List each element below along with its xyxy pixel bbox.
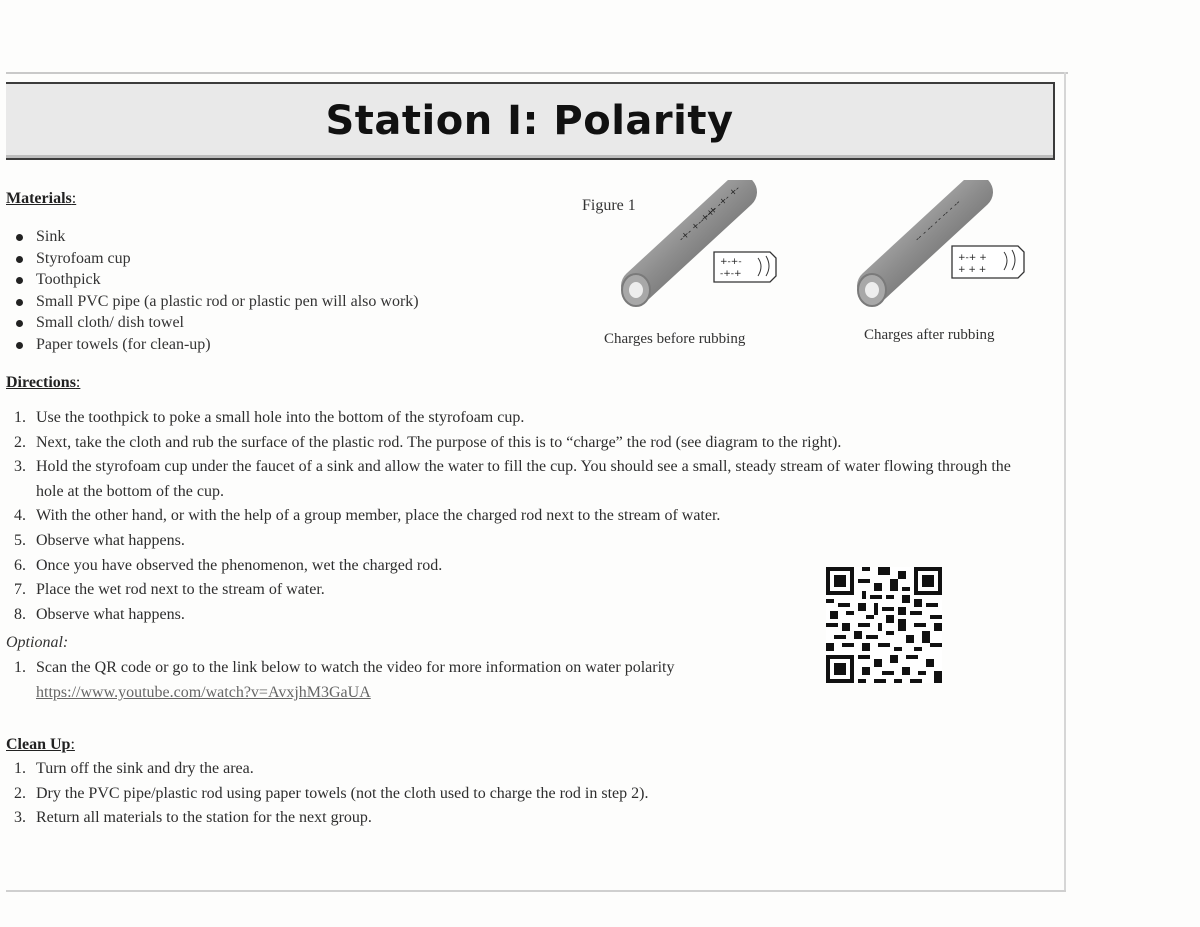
caption-before: Charges before rubbing	[604, 331, 746, 347]
rod-after-figure	[848, 180, 1038, 320]
list-item: Paper towels (for clean-up)	[14, 334, 419, 356]
svg-text:+ + +: + + +	[958, 265, 987, 275]
svg-text:+-+ -+- +-: +-+ -+- +-	[699, 184, 743, 225]
directions-heading: Directions:	[6, 374, 81, 391]
sheet-top-border	[6, 72, 1068, 74]
svg-text:- -- - --: - -- - --	[935, 198, 963, 225]
title-banner	[6, 82, 1055, 160]
sheet-right-border	[1064, 72, 1066, 892]
page-title: Station I: Polarity	[325, 98, 734, 144]
list-item: 4. With the other hand, or with the help of a group member, place the charged rod next to the stream of water.	[14, 507, 721, 525]
optional-list	[14, 656, 814, 681]
list-item: 3. Return all materials to the station for the next group.	[14, 809, 372, 827]
list-item: 2. Next, take the cloth and rub the surface of the plastic rod. The purpose of this is to “charge” the rod (see diagram to the right).	[14, 433, 842, 451]
rod-before-figure	[612, 180, 802, 320]
svg-text:-+- +-- -+-: -+- +-- -+-	[677, 204, 720, 245]
sheet-bottom-border	[6, 890, 1066, 892]
list-item: 6. Once you have observed the phenomenon, wet the charged rod.	[14, 556, 443, 574]
list-item: 3. Hold the styrofoam cup under the faucet of a sink and allow the water to fill the cup. You should see a small, steady stream of water flowing through the hole at the bottom of the cup.	[14, 458, 1011, 500]
materials-heading: Materials:	[6, 190, 77, 207]
svg-text:-- - -- -: -- - -- -	[913, 218, 941, 245]
svg-text:-+-+: -+-+	[720, 269, 742, 279]
video-link[interactable]: https://www.youtube.com/watch?v=AvxjhM3GaUA	[36, 684, 371, 701]
cleanup-heading: Clean Up:	[6, 736, 75, 753]
svg-text:+-+ +: +-+ +	[958, 253, 987, 263]
materials-list	[14, 226, 419, 355]
cleanup-list	[14, 757, 1014, 831]
list-item: 1. Use the toothpick to poke a small hole into the bottom of the styrofoam cup.	[14, 409, 525, 426]
list-item: Sink	[14, 226, 419, 248]
list-item: Styrofoam cup	[14, 248, 419, 270]
svg-text:+-+-: +-+-	[720, 257, 742, 267]
list-item: Toothpick	[14, 269, 419, 291]
figure-label: Figure 1	[582, 197, 636, 214]
list-item: Small PVC pipe (a plastic rod or plastic pen will also work)	[14, 291, 419, 313]
list-item: 2. Dry the PVC pipe/plastic rod using paper towels (not the cloth used to charge the rod in step 2).	[14, 784, 649, 802]
optional-heading: Optional:	[6, 634, 69, 651]
qr-code[interactable]	[824, 567, 944, 683]
list-item: 1. Turn off the sink and dry the area.	[14, 760, 254, 777]
list-item: Small cloth/ dish towel	[14, 312, 419, 334]
list-item: 1. Scan the QR code or go to the link below to watch the video for more information on water polarity	[14, 659, 675, 676]
list-item: 7. Place the wet rod next to the stream of water.	[14, 581, 325, 599]
list-item: 8. Observe what happens.	[14, 605, 185, 623]
list-item: 5. Observe what happens.	[14, 531, 185, 549]
caption-after: Charges after rubbing	[864, 327, 995, 343]
